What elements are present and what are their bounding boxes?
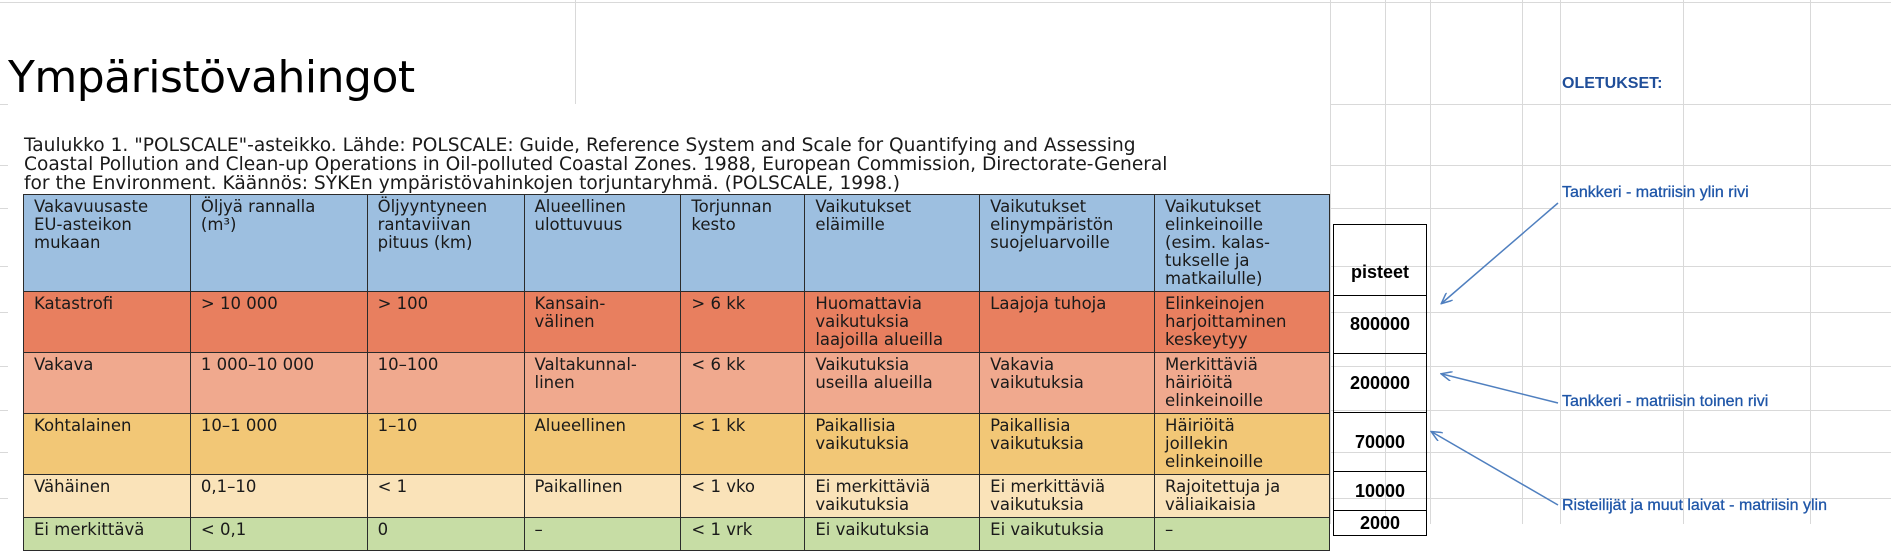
note-tanker-second-row: Tankkeri - matriisin toinen rivi	[1562, 393, 1769, 410]
table-row	[24, 518, 1330, 551]
table-row	[24, 292, 1330, 353]
header-cell: Öljyyntyneen rantaviivan pituus (km)	[367, 195, 524, 292]
grid-line	[1810, 0, 1811, 524]
table-cell: 0	[367, 518, 524, 551]
table-cell: 0,1–10	[190, 475, 367, 518]
table-cell: Ei merkittäviä vaikutuksia	[805, 475, 980, 518]
header-cell: Alueellinen ulottuvuus	[524, 195, 681, 292]
points-cell[interactable]: 2000	[1334, 511, 1427, 536]
table-cell: Ei vaikutuksia	[805, 518, 980, 551]
table-cell: > 100	[367, 292, 524, 353]
table-cell: Rajoitettuja ja väliaikaisia	[1155, 475, 1330, 518]
grid-line	[0, 2, 1891, 3]
table-cell: > 10 000	[190, 292, 367, 353]
table-cell: Vaikutuksia useilla alueilla	[805, 353, 980, 414]
table-cell: Ei vaikutuksia	[980, 518, 1155, 551]
table-cell: Huomattavia vaikutuksia laajoilla alueilla	[805, 292, 980, 353]
grid-line	[1330, 0, 1331, 524]
assumptions-label: OLETUKSET:	[1562, 75, 1663, 92]
table-cell: < 1 kk	[681, 414, 805, 475]
table-cell: Paikallisia vaikutuksia	[980, 414, 1155, 475]
table-cell: –	[1155, 518, 1330, 551]
table-cell: Laajoja tuhoja	[980, 292, 1155, 353]
table-cell: Kansain- välinen	[524, 292, 681, 353]
points-cell[interactable]: 200000	[1334, 354, 1427, 413]
note-cruise-ships: Risteilijät ja muut laivat - matriisin ylin	[1562, 497, 1827, 514]
points-header[interactable]: pisteet	[1334, 225, 1427, 296]
header-cell: Vaikutukset eläimille	[805, 195, 980, 292]
table-cell: Häiriöitä joillekin elinkeinoille	[1155, 414, 1330, 475]
table-cell: 10–1 000	[190, 414, 367, 475]
table-cell: > 6 kk	[681, 292, 805, 353]
table-cell: 1–10	[367, 414, 524, 475]
grid-line	[1683, 0, 1684, 524]
table-cell: Katastrofi	[24, 292, 191, 353]
table-cell: Kohtalainen	[24, 414, 191, 475]
header-cell: Vaikutukset elinkeinoille (esim. kalas- tukselle ja matkailulle)	[1155, 195, 1330, 292]
header-cell: Vaikutukset elinympäristön suojeluarvoille	[980, 195, 1155, 292]
table-cell: 10–100	[367, 353, 524, 414]
points-column	[1333, 224, 1427, 536]
table-cell: Merkittäviä häiriöitä elinkeinoille	[1155, 353, 1330, 414]
table-cell: Alueellinen	[524, 414, 681, 475]
polscale-table-image[interactable]	[8, 104, 1330, 539]
table-row	[24, 353, 1330, 414]
table-cell: Vakava	[24, 353, 191, 414]
table-cell: Valtakunnal- linen	[524, 353, 681, 414]
table-cell: Ei merkittävä	[24, 518, 191, 551]
polscale-table	[23, 194, 1330, 551]
table-cell: Elinkeinojen harjoittaminen keskeytyy	[1155, 292, 1330, 353]
table-cell: < 1 vrk	[681, 518, 805, 551]
header-cell: Torjunnan kesto	[681, 195, 805, 292]
header-cell: Vakavuusaste EU-asteikon mukaan	[24, 195, 191, 292]
note-tanker-top-row: Tankkeri - matriisin ylin rivi	[1562, 184, 1749, 201]
grid-line	[1560, 0, 1561, 524]
grid-line	[1522, 0, 1523, 524]
header-cell: Öljyä rannalla (m³)	[190, 195, 367, 292]
points-cell[interactable]: 800000	[1334, 296, 1427, 354]
table-cell: Vähäinen	[24, 475, 191, 518]
sheet-title: Ympäristövahingot	[8, 52, 415, 103]
table-cell: Paikallinen	[524, 475, 681, 518]
table-row	[24, 414, 1330, 475]
table-cell: –	[524, 518, 681, 551]
table-cell: Paikallisia vaikutuksia	[805, 414, 980, 475]
table-cell: 1 000–10 000	[190, 353, 367, 414]
table-caption: Taulukko 1. "POLSCALE"-asteikko. Lähde: POLSCALE: Guide, Reference System and Scale for Quantifying and Assessing Coastal Pollution and Clean-up Operations in Oil-polluted Coastal Zones. 1988, European Commission, Directorate-General for the Environment. Käännös: SYKEn ympäristövahinkojen torjuntaryhmä. (POLSCALE, 1998.)	[24, 135, 1168, 194]
table-cell: < 1 vko	[681, 475, 805, 518]
table-cell: Ei merkittäviä vaikutuksia	[980, 475, 1155, 518]
table-cell: < 6 kk	[681, 353, 805, 414]
grid-line	[1430, 0, 1431, 524]
table-cell: < 1	[367, 475, 524, 518]
points-cell[interactable]: 10000	[1334, 472, 1427, 511]
table-cell: Vakavia vaikutuksia	[980, 353, 1155, 414]
table-header-row	[24, 195, 1330, 292]
points-cell[interactable]: 70000	[1334, 413, 1427, 472]
table-row	[24, 475, 1330, 518]
table-cell: < 0,1	[190, 518, 367, 551]
